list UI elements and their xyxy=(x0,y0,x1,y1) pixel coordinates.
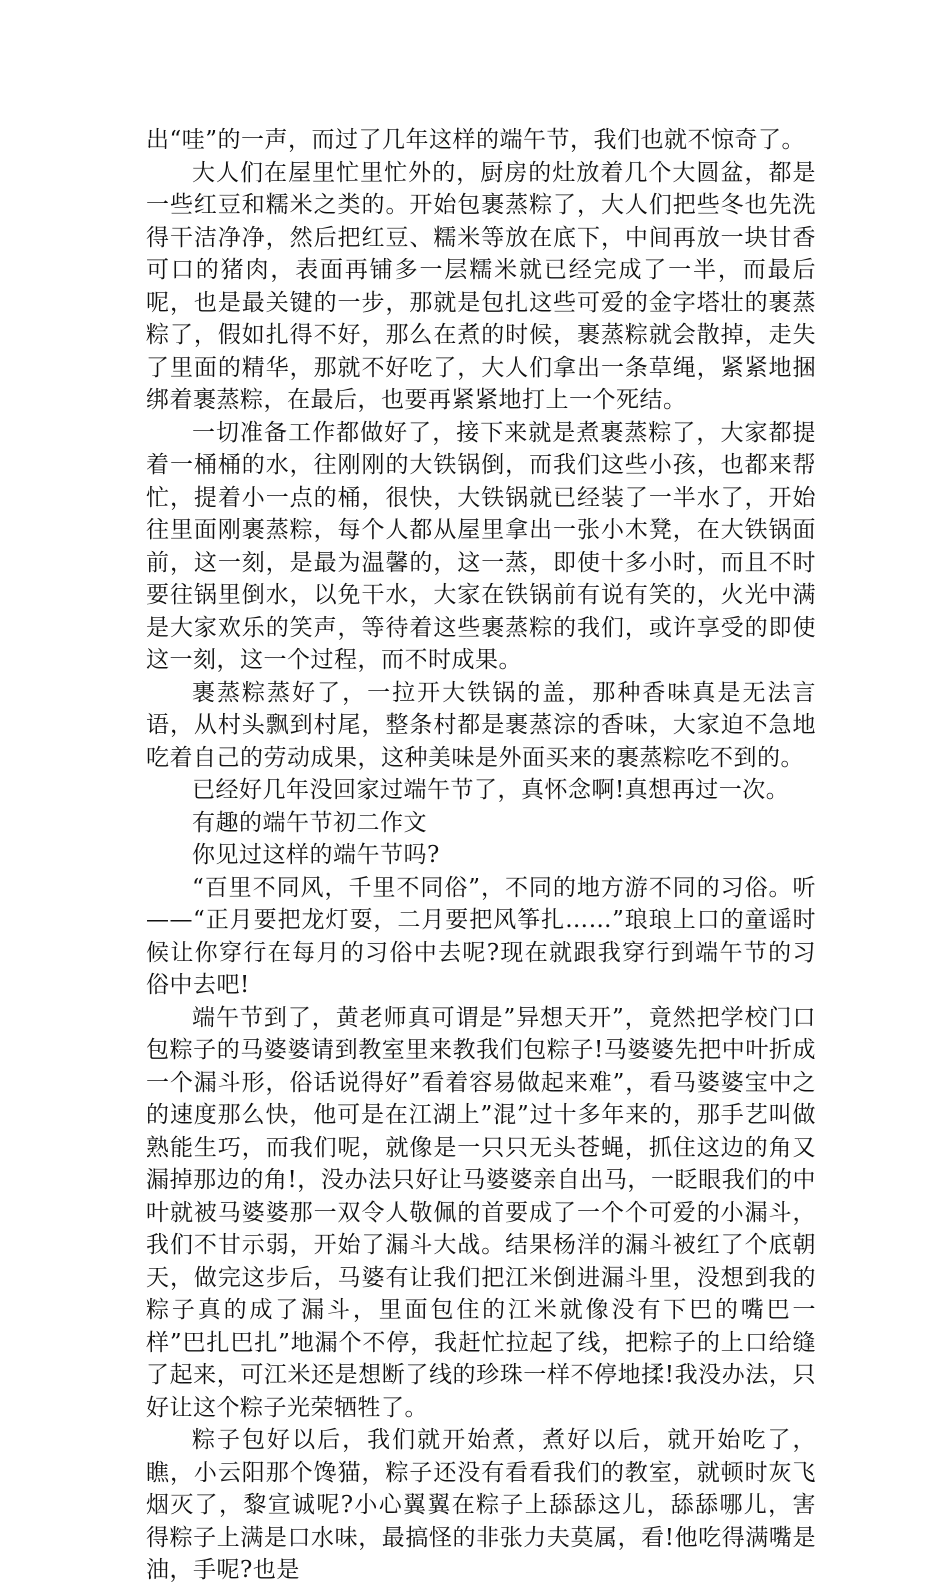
paragraph-making-zongzi: 端午节到了，黄老师真可谓是”异想天开”，竟然把学校门口包粽子的马婆婆请到教室里来教我们包粽子!马婆婆先把中叶折成一个漏斗形，俗话说得好”看着容易做起来难”，看马婆婆宝中之的速度那么快，他可是在江湖上”混”过十多年来的，那手艺叫做熟能生巧，而我们呢，就像是一只只无头苍蝇，抓住这边的角又漏掉那边的角!，没办法只好让马婆婆亲自出马，一眨眼我们的中叶就被马婆婆那一双令人敬佩的首要成了一个个可爱的小漏斗，我们不甘示弱，开始了漏斗大战。结果杨洋的漏斗被红了个底朝天，做完这步后，马婆有让我们把江米倒进漏斗里，没想到我的粽子真的成了漏斗，里面包住的江米就像没有下巴的嘴巴一样”巴扎巴扎”地漏个不停，我赶忙拉起了线，把粽子的上口给缝了起来，可江米还是想断了线的珍珠一样不停地揉!我没办法，只好让这个粽子光荣牺牲了。 xyxy=(146,1004,816,1421)
paragraph-cooking: 一切准备工作都做好了，接下来就是煮裹蒸粽了，大家都提着一桶桶的水，往刚刚的大铁锅倒，而我们这些小孩，也都来帮忙，提着小一点的桶，很快，大铁锅就已经装了一半水了，开始往里面刚裹蒸粽，每个人都从屋里拿出一张小木凳，在大铁锅面前，这一刻，是最为温馨的，这一蒸，即使十多小时，而且不时要往锅里倒水，以免干水，大家在铁锅前有说有笑的，火光中满是大家欢乐的笑声，等待着这些裹蒸粽的我们，或许享受的即使这一刻，这一个过程，而不时成果。 xyxy=(146,419,816,673)
paragraph-nostalgia: 已经好几年没回家过端午节了，真怀念啊!真想再过一次。 xyxy=(192,777,790,803)
paragraph-question: 你见过这样的端午节吗? xyxy=(192,842,440,868)
paragraph-continuation: 出“哇”的一声，而过了几年这样的端午节，我们也就不惊奇了。 xyxy=(146,127,806,153)
document-body xyxy=(146,124,816,1587)
essay-title: 有趣的端午节初二作文 xyxy=(192,809,427,836)
paragraph-preparation: 大人们在屋里忙里忙外的，厨房的灶放着几个大圆盆，都是一些红豆和糯米之类的。开始包裹蒸粽了，大人们把些冬也先洗得干洁净净，然后把红豆、糯米等放在底下，中间再放一块甘香可口的猪肉，表面再铺多一层糯米就已经完成了一半，而最后呢，也是最关键的一步，那就是包扎这些可爱的金字塔壮的裹蒸粽了，假如扎得不好，那么在煮的时候，裹蒸粽就会散掉，走失了里面的精华，那就不好吃了，大人们拿出一条草绳，紧紧地捆绑着裹蒸粽，在最后，也要再紧紧地打上一个死结。 xyxy=(146,159,816,413)
paragraph-aroma: 裹蒸粽蒸好了，一拉开大铁锅的盖，那种香味真是无法言语，从村头飘到村尾，整条村都是裹蒸淙的香味，大家迫不急地吃着自己的劳动成果，这种美味是外面买来的裹蒸粽吃不到的。 xyxy=(146,679,816,771)
paragraph-eating-zongzi: 粽子包好以后，我们就开始煮，煮好以后，就开始吃了，瞧，小云阳那个馋猫，粽子还没有看看我们的教室，就顿时灰飞烟灭了，黎宣诚呢?小心翼翼在粽子上舔舔这儿，舔舔哪儿，害得粽子上满是口水味，最搞怪的非张力夫莫属，看!他吃得满嘴是油，手呢?也是 xyxy=(146,1427,816,1583)
paragraph-customs: “百里不同风，千里不同俗”，不同的地方游不同的习俗。听——“正月要把龙灯耍，二月要把风筝扎……”琅琅上口的童谣时候让你穿行在每月的习俗中去呢?现在就跟我穿行到端午节的习俗中去吧! xyxy=(146,874,816,998)
